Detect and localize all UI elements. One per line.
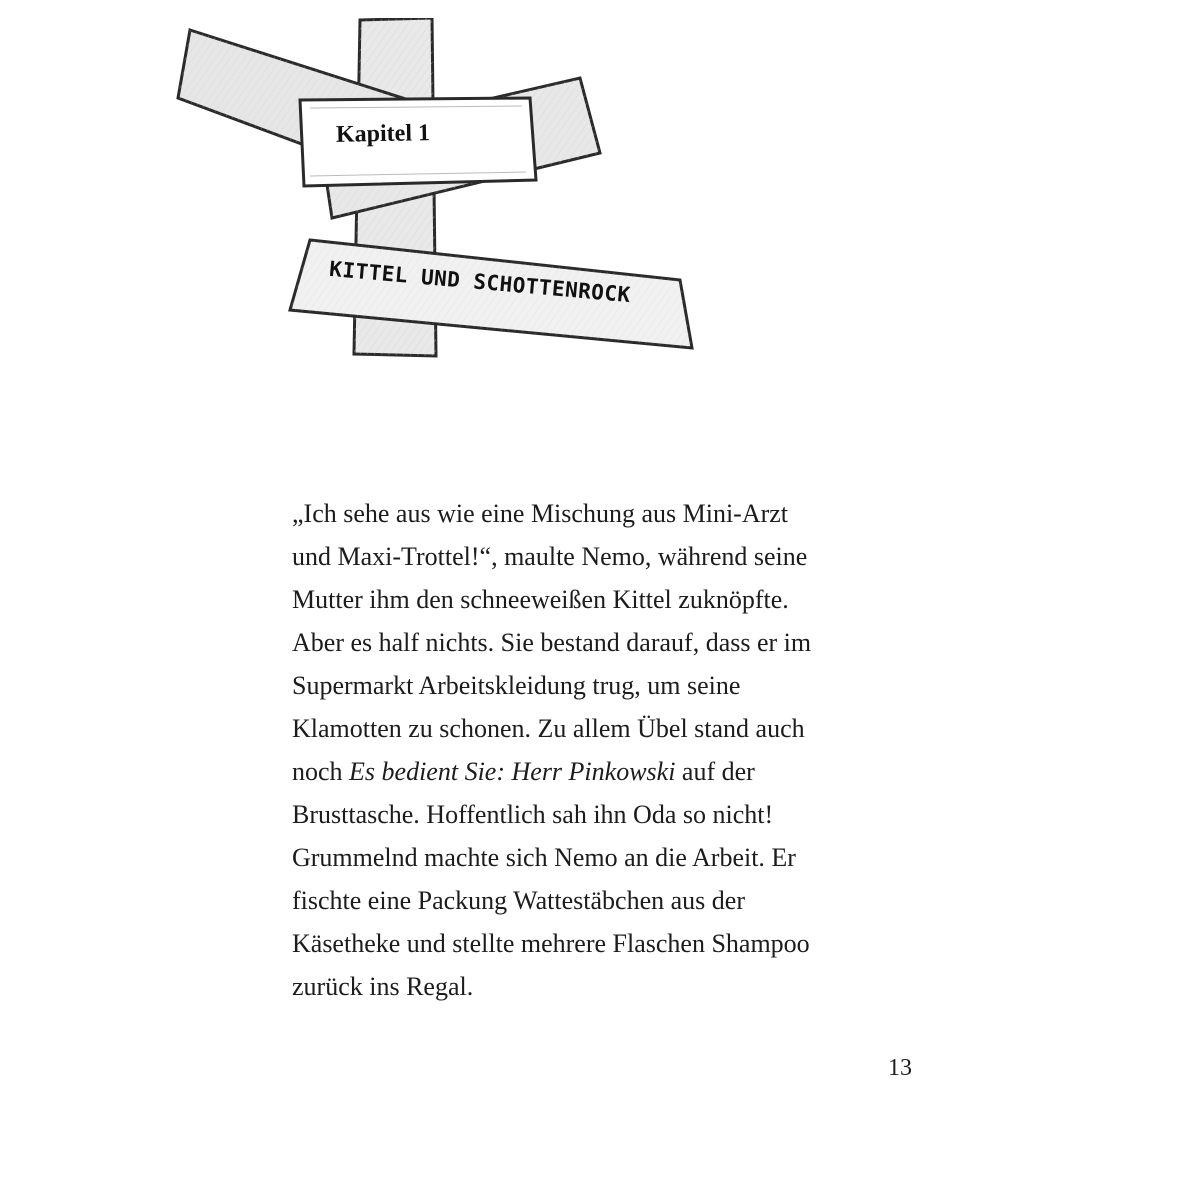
text-line: zurück ins Regal. xyxy=(292,972,474,1001)
text-line xyxy=(292,750,912,793)
signpost-drawing xyxy=(170,18,700,358)
chapter-title: KITTEL UND SCHOTTENROCK xyxy=(328,256,632,308)
page-number: 13 xyxy=(888,1055,912,1081)
text-line: Aber es half nichts. Sie bestand darauf, dass er im xyxy=(292,628,812,657)
text-line: Supermarkt Arbeitskleidung trug, um seine xyxy=(292,671,741,700)
text-line: Klamotten zu schonen. Zu allem Übel stand auch xyxy=(292,714,805,743)
body-text xyxy=(292,492,912,1008)
text-line: Mutter ihm den schneeweißen Kittel zuknöpfte. xyxy=(292,585,789,614)
text-line: fischte eine Packung Wattestäbchen aus der xyxy=(292,886,745,915)
text-line: Brusttasche. Hoffentlich sah ihn Oda so nicht! xyxy=(292,800,774,829)
text-line: und Maxi-Trottel!“, maulte Nemo, während seine xyxy=(292,542,808,571)
text-segment: auf der xyxy=(675,757,755,786)
text-line: „Ich sehe aus wie eine Mischung aus Mini-Arzt xyxy=(292,499,789,528)
italic-phrase: Es bedient Sie: Herr Pinkowski xyxy=(349,757,676,786)
signpost-illustration xyxy=(170,18,700,358)
text-line: Käsetheke und stellte mehrere Flaschen Shampoo xyxy=(292,929,810,958)
chapter-label: Kapitel 1 xyxy=(335,120,431,148)
text-line: Grummelnd machte sich Nemo an die Arbeit. Er xyxy=(292,843,796,872)
text-segment: noch xyxy=(292,757,350,786)
